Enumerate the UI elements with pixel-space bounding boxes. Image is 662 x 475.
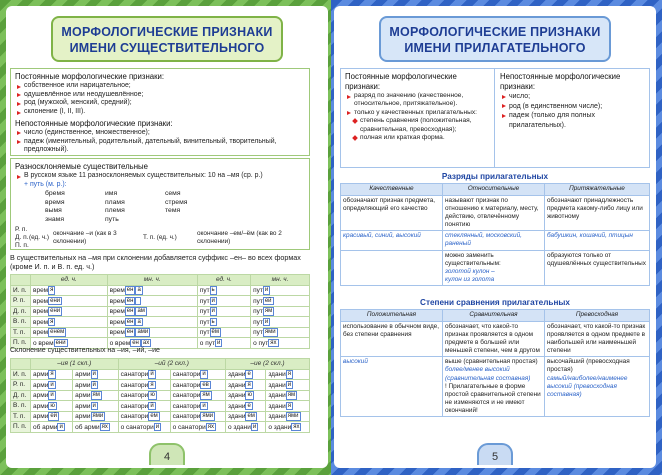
case-label: Д. п. — [11, 390, 31, 401]
stem: врем — [33, 307, 49, 315]
case-label: Т. п. — [11, 411, 31, 422]
stem: об арми — [75, 423, 100, 431]
table-row — [11, 380, 310, 391]
stem: врем — [109, 307, 125, 315]
stem: санатори — [172, 370, 201, 378]
declension-table-iya — [10, 358, 310, 433]
ending: ени — [50, 308, 61, 314]
stem: пут — [199, 297, 210, 305]
word-row — [45, 207, 225, 216]
comparison-degrees-title: Степени сравнения прилагательных — [420, 298, 570, 307]
ending: ях — [101, 423, 108, 430]
stem: здани — [268, 381, 286, 389]
page-number-right: 5 — [477, 443, 513, 465]
ending: и — [252, 423, 257, 430]
ending: и — [50, 392, 54, 398]
form-cell — [266, 411, 310, 422]
table-row — [11, 327, 310, 338]
form-cell — [251, 285, 310, 296]
form-cell — [107, 296, 197, 307]
form-cell — [31, 390, 73, 401]
word-cell: бремя — [45, 190, 65, 198]
word-cell: путь — [105, 215, 119, 223]
column-header: –ия (1 скл.) — [31, 359, 119, 370]
table-row — [11, 390, 310, 401]
right-page-title: МОРФОЛОГИЧЕСКИЕ ПРИЗНАКИ ИМЕНИ ПРИЛАГАТЕЛЬНОГО — [379, 16, 611, 62]
form-cell — [31, 285, 108, 296]
stem: здани — [268, 391, 286, 399]
stem: о врем — [109, 339, 131, 347]
list-item: полная или краткая форма. — [351, 134, 490, 142]
form-cell — [31, 306, 108, 317]
form-cell — [73, 369, 118, 380]
suffix: ен — [132, 339, 139, 346]
form-cell — [31, 369, 73, 380]
form-cell — [31, 380, 73, 391]
stem: о здани — [268, 423, 292, 431]
suffix: ен — [126, 308, 134, 314]
ending: ях — [207, 423, 215, 430]
ending: я — [287, 402, 292, 409]
table-row — [11, 411, 310, 422]
stem: санатори — [120, 381, 149, 389]
ending: ю — [247, 392, 252, 398]
form-cell — [225, 380, 265, 391]
ending: ям — [202, 392, 210, 398]
word-cell — [165, 216, 225, 225]
stem: врем — [109, 297, 125, 305]
form-cell — [225, 401, 265, 412]
ending: ями — [264, 329, 276, 335]
list-item: одушевлённое или неодушевлённое; — [15, 91, 305, 100]
stem: здани — [227, 370, 246, 378]
noun-features-box: Постоянные морфологические признаки: собственное или нарицательное; одушевлённое или неодушевлённое; род (мужской, женский, средний); склонение (I, II, III). Непостоянные морфологические признаки: число (единственное, множественное); падеж (именительный, родительный, дательный, винительный, творительный, предложный). — [10, 68, 310, 156]
stem: арми — [33, 391, 49, 399]
ending: е — [247, 371, 251, 377]
stem: санатори — [172, 412, 201, 420]
ending: е — [247, 402, 251, 409]
stem: пут — [199, 286, 210, 294]
case-label: И. п. — [11, 285, 31, 296]
stem: пут — [253, 307, 263, 315]
form-cell — [251, 306, 310, 317]
case-label: Т. п. — [11, 327, 31, 338]
stem: о санатори — [172, 423, 206, 431]
ending: ю — [50, 402, 55, 409]
case-label: Д. п. — [11, 306, 31, 317]
suffix-rule: В существительных на –мя при склонении добавляется суффикс –ен– во всех формах (кроме И. п. и В. п. ед. ч.) — [10, 253, 301, 271]
stem: пут — [253, 286, 263, 294]
form-cell — [73, 380, 118, 391]
ending: и — [264, 287, 269, 293]
form-cell — [266, 422, 310, 433]
ending: ю — [150, 392, 155, 398]
form-cell — [73, 401, 118, 412]
form-cell — [118, 369, 170, 380]
ending: а — [137, 318, 141, 325]
list-item: род (мужской, женский, средний); — [15, 99, 305, 108]
ending: ями — [287, 413, 299, 419]
declension-table-mya — [10, 274, 310, 349]
ending: ей — [264, 297, 272, 304]
stem: о пут — [199, 339, 215, 347]
suffix: ен — [126, 329, 134, 335]
form-cell — [31, 401, 73, 412]
ending: ям — [264, 308, 273, 314]
case-endings: Р. п. Д. п. П. п. (ед. ч.) окончание –и (как в 3 склонении) Т. п. (ед. ч.) окончание –ем/–ём (как во 2 склонении) — [15, 226, 282, 250]
table-row — [11, 401, 310, 412]
ending: и — [211, 308, 215, 314]
list-item: падеж (именительный, родительный, дательный, винительный, творительный, предложный). — [15, 138, 305, 155]
ending: я — [50, 318, 54, 325]
ending: ах — [142, 339, 150, 346]
column-header: ед. ч. — [31, 275, 108, 286]
ending: ях — [293, 423, 300, 430]
stem: здани — [227, 381, 246, 389]
comparison-degrees-table: Положительная Сравнительная Превосходная использование в обычном виде, без степени сравнения обозначает, что какой-то признак проявляется в одном предмете в большей или меньшей степени, чем в другом обозначает, что какой-то признак проявляется в одном предмете в наибольшей или наименьшей степени высокий выше (сравнительная простая) более/менее высокий (сравнительная составная) ! Прилагательные в форме простой сравнительной степени не изменяются и не имеют окончаний! высочайший (превосходная простая) самый/наиболее/наименее высокий (превосходная составная) — [340, 309, 650, 417]
form-cell — [251, 338, 310, 349]
left-page-title: МОРФОЛОГИЧЕСКИЕ ПРИЗНАКИ ИМЕНИ СУЩЕСТВИТЕЛЬНОГО — [51, 16, 283, 62]
form-cell — [118, 422, 170, 433]
stem: санатори — [120, 402, 149, 410]
form-cell — [118, 411, 170, 422]
form-cell — [170, 422, 225, 433]
ending: и — [59, 423, 63, 430]
form-cell — [170, 401, 225, 412]
stem: врем — [109, 286, 125, 294]
word-cell: вымя — [45, 207, 62, 215]
list-item: падеж (только для полных прилагательных). — [500, 111, 646, 130]
form-cell — [118, 390, 170, 401]
stem: арми — [75, 412, 91, 420]
case-label: П. п. — [11, 338, 31, 349]
column-header: мн. ч. — [107, 275, 197, 286]
heteroclitic-words — [45, 190, 225, 224]
form-cell — [118, 380, 170, 391]
ending: ь — [211, 287, 215, 293]
list-item: склонение (I, II, III). — [15, 108, 305, 117]
word-cell: темя — [165, 207, 181, 215]
table-row — [11, 317, 310, 328]
ending: й — [287, 381, 292, 388]
case-label: Р. п. — [11, 296, 31, 307]
case-label: П. п. — [11, 422, 31, 433]
form-cell — [73, 390, 118, 401]
ending: и — [50, 381, 54, 388]
stem: врем — [33, 286, 49, 294]
form-cell — [31, 327, 108, 338]
form-cell — [197, 306, 250, 317]
ending: ем — [150, 413, 158, 419]
stem: арми — [75, 391, 91, 399]
suffix: ён — [126, 297, 134, 304]
stem: здани — [268, 412, 286, 420]
stem: врем — [109, 328, 125, 336]
stem: арми — [75, 381, 91, 389]
column-header: –ий (2 скл.) — [118, 359, 225, 370]
heteroclitic-box: Разносклоняемые существительные В русском языке 11 разносклоняемых существительных: 10 на –мя (ср. р.) + путь (м. р.): бремя имя семя время пламя стремя вымя племя темя знамя путь Р. п. Д. п. П. п. (ед. ч.) окончание –и (как в 3 склонении) Т. п. (ед. ч.) окончание –ем/–ём (как во 2 склонении) — [10, 158, 310, 250]
form-cell — [266, 390, 310, 401]
form-cell — [251, 317, 310, 328]
stem: о здани — [227, 423, 251, 431]
column-header: ед. ч. — [197, 275, 250, 286]
stem: врем — [33, 297, 49, 305]
stem: о пут — [253, 339, 269, 347]
ending: ях — [270, 339, 277, 346]
form-cell — [107, 327, 197, 338]
stem: пут — [199, 318, 210, 326]
form-cell — [225, 390, 265, 401]
suffix: ен — [126, 287, 134, 293]
ending: ени — [50, 297, 61, 304]
list-item: разряд по значению (качественное, относительное, притяжательное). — [345, 92, 490, 109]
ending: я — [150, 381, 154, 388]
word-cell: семя — [165, 190, 181, 198]
adjective-features-box: Постоянные морфологические признаки: разряд по значению (качественное, относительное, притяжательное). только у качественных прилагательных: степень сравнения (положительная, сравнительная, превосходная); полная или краткая форма. Непостоянные морфологические признаки: число; род (в единственном числе); падеж (только для полных прилагательных). — [340, 68, 650, 168]
case-label: В. п. — [11, 317, 31, 328]
list-item: число (единственное, множественное); — [15, 129, 305, 138]
stem: здани — [268, 370, 286, 378]
list-item: число; — [500, 92, 646, 102]
word-cell: время — [45, 198, 65, 206]
stem: санатори — [120, 412, 149, 420]
form-cell — [31, 296, 108, 307]
stem: арми — [33, 370, 49, 378]
list-item: степень сравнения (положительная, сравнительная, превосходная); — [351, 117, 490, 134]
form-cell — [73, 422, 118, 433]
case-label: И. п. — [11, 369, 31, 380]
form-cell — [225, 369, 265, 380]
ending: ём — [211, 329, 220, 335]
stem: пут — [199, 307, 210, 315]
form-cell — [170, 369, 225, 380]
case-label: В. п. — [11, 401, 31, 412]
form-cell — [107, 306, 197, 317]
form-cell — [197, 285, 250, 296]
ending: ь — [211, 318, 215, 325]
adjective-categories-table: Качественные Относительные Притяжательные обозначают признак предмета, определяющий его качество называют признак по отношению к материалу, месту, действию, отвлечённому понятию обозначают принадлежность предмета какому-либо лицу или животному красивый, синий, высокий стеклянный, московский, раненый бабушкин, кошачий, птицын можно заменить существительным: золотой кулон – кулон из золота образуются только от одушевлённых существительных — [340, 183, 650, 286]
ending: и — [155, 423, 160, 430]
table-row — [11, 422, 310, 433]
ending — [135, 297, 141, 306]
ending: ями — [92, 413, 104, 419]
form-cell — [31, 411, 73, 422]
stem: врем — [109, 318, 125, 326]
stem: арми — [75, 402, 91, 410]
word-row — [45, 190, 225, 199]
column-header: –ие (2 скл.) — [225, 359, 309, 370]
form-cell — [225, 422, 265, 433]
page-number-left: 4 — [149, 443, 185, 465]
stem: здани — [227, 391, 246, 399]
stem: пут — [253, 297, 263, 305]
stem: санатори — [172, 391, 201, 399]
stem: о санатори — [120, 423, 154, 431]
form-cell — [107, 285, 197, 296]
suffix: ен — [126, 318, 134, 325]
form-cell — [251, 327, 310, 338]
list-item: собственное или нарицательное; — [15, 82, 305, 91]
stem: об арми — [33, 423, 58, 431]
stem: санатори — [120, 391, 149, 399]
form-cell — [31, 422, 73, 433]
ending: ями — [202, 413, 214, 419]
ending: ей — [50, 413, 58, 419]
right-page — [334, 6, 656, 468]
form-cell — [73, 411, 118, 422]
ending: и — [211, 297, 215, 304]
ending: ени — [55, 339, 66, 346]
ending: ам — [137, 308, 145, 314]
ending: и — [92, 402, 96, 409]
form-cell — [31, 317, 108, 328]
form-cell — [197, 338, 250, 349]
form-cell — [266, 401, 310, 412]
word-cell: имя — [105, 190, 118, 198]
ending: а — [137, 287, 141, 293]
ending: й — [92, 381, 96, 388]
ending: и — [216, 339, 221, 346]
stem: здани — [227, 402, 246, 410]
case-label: Р. п. — [11, 380, 31, 391]
stem: пут — [253, 318, 263, 326]
form-cell — [197, 327, 250, 338]
form-cell — [107, 317, 197, 328]
stem: пут — [199, 328, 210, 336]
stem: санатори — [120, 370, 149, 378]
ending: я — [50, 287, 54, 293]
stem: санатори — [172, 402, 201, 410]
ending: и — [202, 371, 206, 377]
word-cell: стремя — [165, 198, 188, 206]
stem: о врем — [33, 339, 54, 347]
ending: енем — [50, 329, 65, 335]
form-cell — [170, 380, 225, 391]
table-row — [11, 369, 310, 380]
form-cell — [266, 369, 310, 380]
form-cell — [197, 296, 250, 307]
ending: я — [287, 371, 292, 377]
word-cell: пламя — [105, 198, 125, 206]
table-row — [11, 285, 310, 296]
form-cell — [251, 296, 310, 307]
list-item: род (в единственном числе); — [500, 102, 646, 112]
stem: здани — [227, 412, 246, 420]
form-cell — [225, 411, 265, 422]
stem: арми — [33, 402, 49, 410]
stem: санатори — [172, 381, 201, 389]
ending: й — [150, 402, 154, 409]
ending: и — [264, 318, 269, 325]
ending: ям — [92, 392, 100, 398]
table-header — [11, 275, 310, 286]
ending: ами — [137, 329, 149, 335]
ending: и — [202, 402, 206, 409]
left-page — [6, 6, 328, 468]
adjective-categories-title: Разряды прилагательных — [441, 172, 549, 181]
table-row — [11, 306, 310, 317]
stem: врем — [33, 328, 49, 336]
stem: арми — [33, 412, 49, 420]
column-header: мн. ч. — [251, 275, 310, 286]
stem: врем — [33, 318, 49, 326]
declension-ii-heading: Склонение существительных на –ия, –ий, –ие — [10, 347, 160, 354]
form-cell — [118, 401, 170, 412]
ending: и — [92, 371, 96, 377]
word-cell: племя — [105, 207, 125, 215]
form-cell — [170, 411, 225, 422]
stem: арми — [33, 381, 49, 389]
word-row — [45, 199, 225, 208]
ending: ем — [247, 413, 255, 419]
form-cell — [170, 390, 225, 401]
stem: здани — [268, 402, 286, 410]
form-cell — [266, 380, 310, 391]
ending: ям — [287, 392, 296, 398]
ending: й — [150, 371, 154, 377]
form-cell — [197, 317, 250, 328]
stem: арми — [75, 370, 91, 378]
table-row — [11, 296, 310, 307]
stem: пут — [253, 328, 263, 336]
word-cell: знамя — [45, 215, 65, 223]
list-item: только у качественных прилагательных: — [345, 109, 490, 117]
ending: я — [247, 381, 251, 388]
ending: я — [50, 371, 54, 377]
table-header — [11, 359, 310, 370]
word-row — [45, 216, 225, 225]
ending: ев — [202, 381, 209, 388]
